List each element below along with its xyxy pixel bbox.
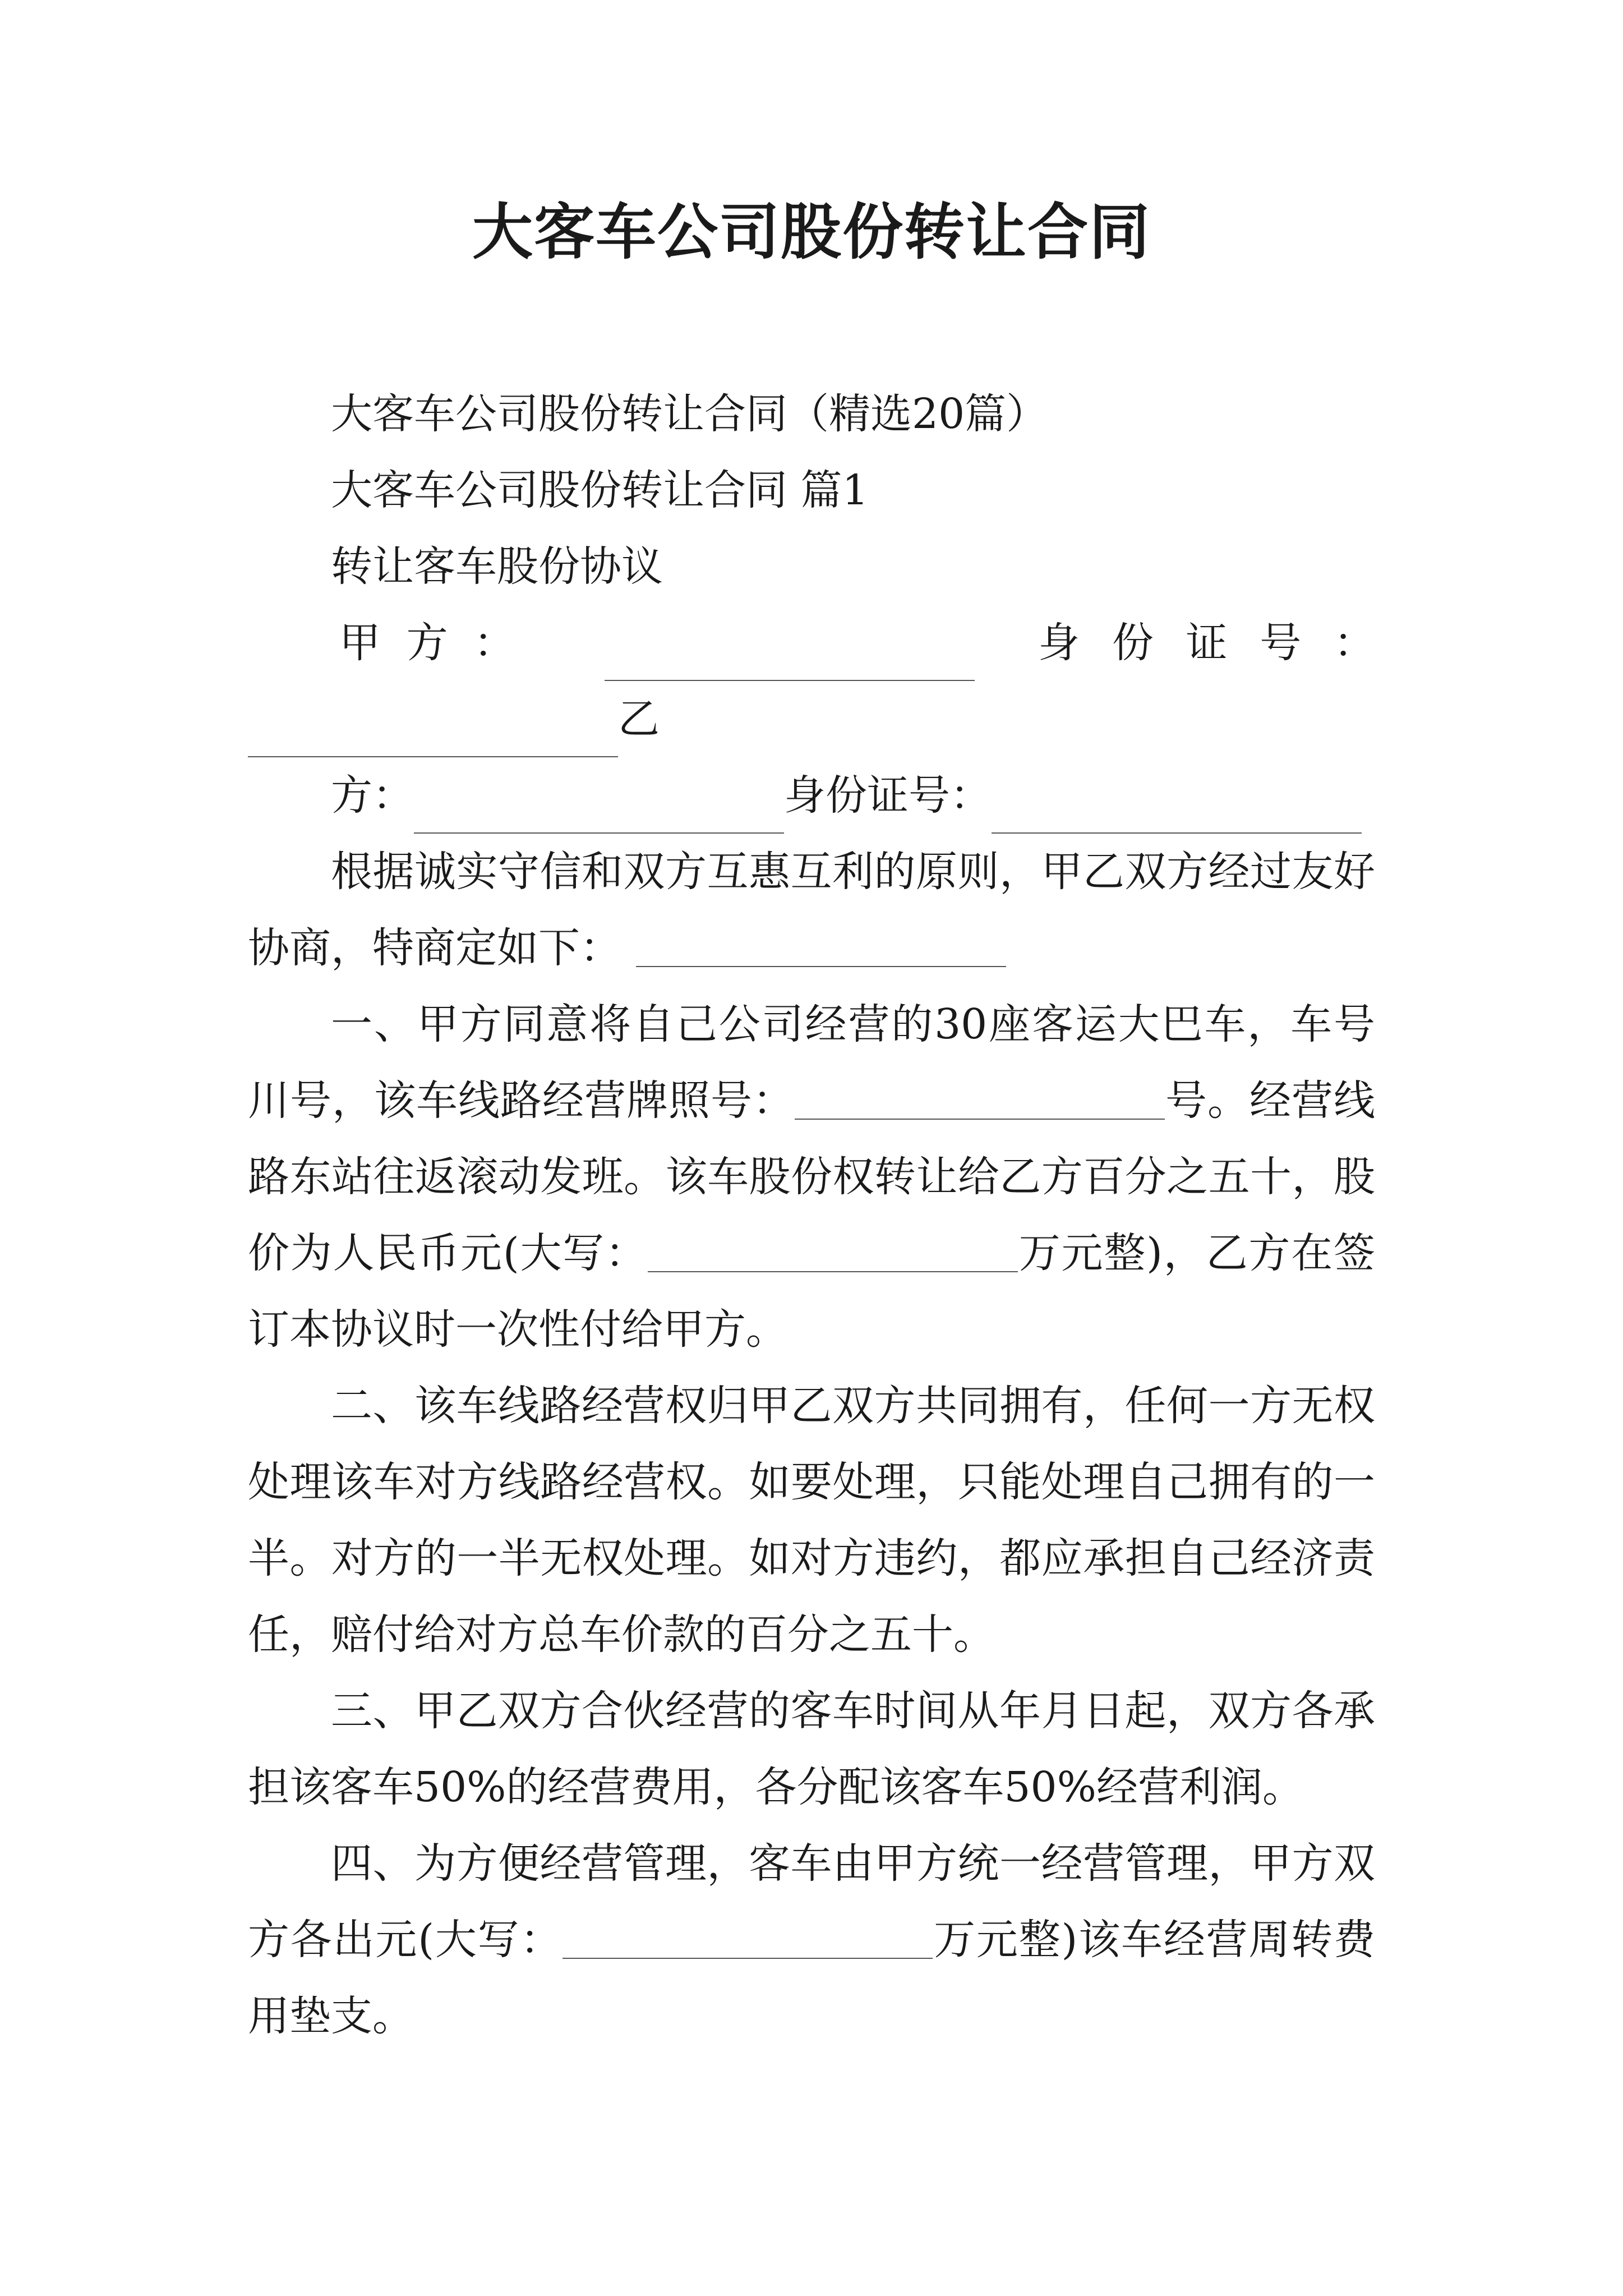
clause-4 (248, 1825, 1375, 2054)
intro-paragraph (248, 834, 1375, 986)
price-amount-blank (648, 1230, 1018, 1272)
party-a-id-label: 身份证号： (1038, 619, 1408, 667)
party-b-label-part1: 乙 (618, 695, 660, 743)
party-a-name-blank (605, 638, 975, 681)
clause-4-part2: 万元整)该车经营周转费用垫支。 (248, 1916, 1375, 2040)
party-b-name-blank (414, 791, 784, 834)
document-title: 大客车公司股份转让合同 (472, 197, 1151, 268)
clause-2: 二、该车线路经营权归甲乙双方共同拥有，任何一方无权处理该车对方线路经营权。如要处理，只能处理自己拥有的一半。对方的一半无权处理。如对方违约，都应承担自己经济责任，赔付给对方总车价款的百分之五十。 (248, 1382, 1375, 1659)
party-b-label-part2: 方： (331, 771, 414, 820)
document-body (248, 376, 1408, 2054)
intro-blank (636, 924, 1006, 967)
party-a-line (248, 605, 1408, 681)
clause-4-part1: 四、为方便经营管理，客车由甲方统一经营管理，甲方双方各出元(大写： (248, 1839, 1375, 1964)
party-b-id-blank (992, 791, 1362, 834)
party-a-id-line (248, 681, 1375, 757)
party-a-id-blank (248, 715, 618, 757)
clause-1 (248, 986, 1375, 1368)
clause-3: 三、甲乙双方合伙经营的客车时间从年月日起，双方各承担该客车50%的经营费用，各分配该客车50%经营利润。 (248, 1687, 1375, 1811)
agreement-title: 转让客车股份协议 (331, 542, 663, 591)
clause-1-part2: 号。经营线路东站往返滚动发班。该车股份权转让给乙方百分之五十，股价为人民币元(大写： (248, 1076, 1375, 1277)
license-number-blank (795, 1077, 1165, 1120)
clause-1-part3: 万元整)，乙方在签订本协议时一次性付给甲方。 (248, 1229, 1375, 1354)
subtitle: 大客车公司股份转让合同（精选20篇） (331, 390, 1048, 438)
party-a-label: 甲方： (339, 619, 541, 667)
party-b-id-label: 身份证号： (784, 771, 992, 820)
party-b-line (248, 757, 1375, 834)
clause-1-part1: 一、甲方同意将自己公司经营的30座客运大巴车，车号川号，该车线路经营牌照号： (248, 1000, 1375, 1125)
section-heading: 大客车公司股份转让合同 篇1 (331, 466, 869, 514)
turnover-amount-blank (562, 1916, 933, 1959)
intro-text: 根据诚实守信和双方互惠互利的原则，甲乙双方经过友好协商，特商定如下： (248, 848, 1375, 972)
